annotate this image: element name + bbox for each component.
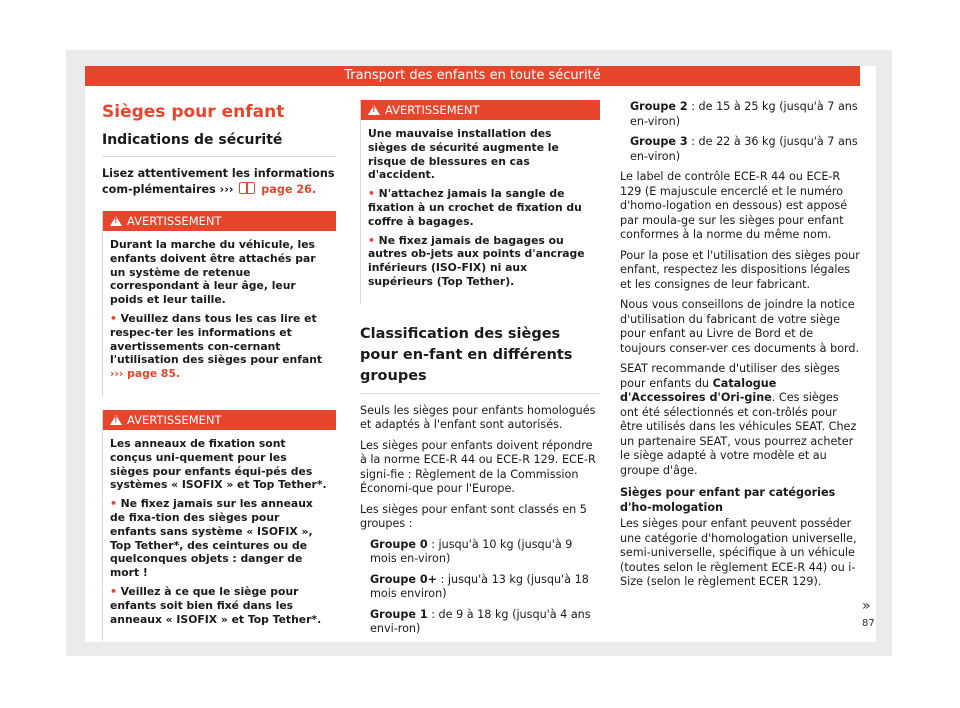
paragraph: Seuls les sièges pour enfants homologués et adaptés à l'enfant sont autorisés. [360,403,596,432]
warning-box-1 [102,211,336,396]
section-header: Transport des enfants en toute sécurité [85,66,860,86]
warning-bullet-text: Ne fixez jamais sur les anneaux de fixa-tion des sièges pour enfants sans système « ISOFIX », Top Tether*, des ceintures ou de quelconques objets : danger de mort ! [110,497,313,580]
group-item [360,608,600,637]
warning-title: AVERTISSEMENT [127,214,222,228]
group-label: Groupe 0 [370,537,428,551]
warning-bullet-text: Veillez à ce que le siège pour enfants soit bien fixé dans les anneaux « ISOFIX » et Top Tether*. [110,584,322,626]
group-text: : de 9 à 18 kg (jusqu'à 4 ans envi-ron) [370,607,591,636]
paragraph-text: . Ces sièges ont été sélectionnés et con-trôlés pour être utilisés dans les véhicules SEAT. Chez un partenaire SEAT, vous pourrez acheter le siège adapté à votre modèle et au groupe d'âge. [620,391,857,477]
continue-arrow-icon: » [862,598,871,614]
book-icon [239,182,255,194]
group-text: : de 22 à 36 kg (jusqu'à 7 ans en-viron) [630,135,858,163]
warning-bullet [110,312,328,381]
group-label: Groupe 2 [630,100,688,113]
group-text: : jusqu'à 10 kg (jusqu'à 9 mois en-viron) [370,537,573,566]
paragraph: Les sièges pour enfant peuvent posséder une catégorie d'homologation universelle, semi-universelle, spécifique à un véhicule (toutes selon le règlement ECE-R 44) ou i-Size (selon le règlement ECER 129). [620,517,857,588]
warning-bullet [110,585,328,626]
paragraph-text: SEAT recommande d'utiliser des sièges pour enfants du [620,362,840,390]
warning-bullet-text: N'attachez jamais la sangle de fixation à un crochet de fixation du coffre à bagages. [368,187,582,228]
column-middle [360,100,600,643]
paragraph: Le label de contrôle ECE-R 44 ou ECE-R 129 (E majuscule encerclé et le numéro d'homo-logation en dessous) est apposé par moula-ge sur les sièges pour enfant conformes à la norme du même nom. [620,170,848,241]
warning-bullet-text: Ne fixez jamais de bagages ou autres ob-jets aux points d'ancrage inférieurs (ISO-FIX) ni aux supérieurs (Top Tether). [368,233,585,288]
column-right [620,100,860,596]
warning-box-2 [102,410,336,641]
group-item [360,573,600,602]
group-label: Groupe 0+ [370,572,437,586]
divider [102,156,336,157]
paragraph: Les sièges pour enfants doivent répondre à la norme ECE-R 44 ou ECE-R 129. ECE-R signi-fie : Règlement de la Commission Économi-que pour l'Europe. [360,438,596,496]
intro-text [102,167,336,197]
page-link[interactable]: page 26. [261,182,317,196]
bullet-icon: • [368,187,379,201]
subheading: Sièges pour enfant par catégories d'ho-mologation [620,486,836,514]
paragraph: Pour la pose et l'utilisation des sièges pour enfant, respectez les dispositions légales et les consignes de leur fabricant. [620,248,860,291]
column-left [102,100,336,655]
page-title: Sièges pour enfant [102,102,285,122]
warning-icon [368,105,380,115]
warning-bullet-text: Veuillez dans tous les cas lire et respec-ter les informations et avertissements con-cernant l'utilisation des sièges pour enfant [110,311,323,367]
section-heading: Classification des sièges pour en-fant en différents groupes [360,325,573,384]
warning-body [103,430,336,641]
warning-header [361,100,600,120]
bullet-icon: • [110,497,121,511]
warning-title: AVERTISSEMENT [127,412,222,427]
warning-text: Les anneaux de fixation sont conçus uni-quement pour les sièges pour enfants équi-pés des systèmes « ISOFIX » et Top Tether*. [110,436,327,492]
intro-text-body: Lisez attentivement les informations com-plémentaires ››› [102,167,335,196]
group-label: Groupe 3 [630,135,688,148]
warning-body [103,231,336,396]
page-link[interactable]: ››› page 85. [110,367,181,381]
divider [360,393,600,394]
group-label: Groupe 1 [370,607,428,621]
warning-text: Durant la marche du véhicule, les enfants doivent être attachés par un système de retenue correspondant à leur âge, leur poids et leur taille. [110,238,316,307]
warning-bullet [368,187,592,228]
section-subtitle: Indications de sécurité [102,132,283,148]
group-text: : jusqu'à 13 kg (jusqu'à 18 mois environ) [370,572,589,601]
bullet-icon: • [110,311,121,325]
warning-icon [110,415,122,425]
warning-header [103,211,336,231]
warning-icon [110,216,122,226]
page-number: 87 [862,618,875,629]
paragraph: Les sièges pour enfant sont classés en 5 groupes : [360,502,587,531]
paragraph: Nous vous conseillons de joindre la notice d'utilisation du fabricant de votre siège pour enfant au Livre de Bord et de toujours conser-ver ces documents à bord. [620,298,860,355]
group-item [360,538,600,567]
bullet-icon: • [368,233,379,247]
warning-title: AVERTISSEMENT [385,103,480,117]
group-item [620,100,860,129]
warning-body [361,120,600,304]
group-item [620,135,860,164]
warning-header [103,410,336,430]
bullet-icon: • [110,584,121,598]
warning-text: Une mauvaise installation des sièges de sécurité augmente le risque de blessures en cas d'accident. [368,127,559,182]
paragraph [620,362,860,478]
warning-box-3 [360,100,600,304]
catalogue-name: Catalogue d'Accessoires d'Ori-gine [620,376,777,404]
warning-bullet [368,234,592,289]
warning-bullet [110,497,328,580]
group-text: : de 15 à 25 kg (jusqu'à 7 ans en-viron) [630,100,858,128]
